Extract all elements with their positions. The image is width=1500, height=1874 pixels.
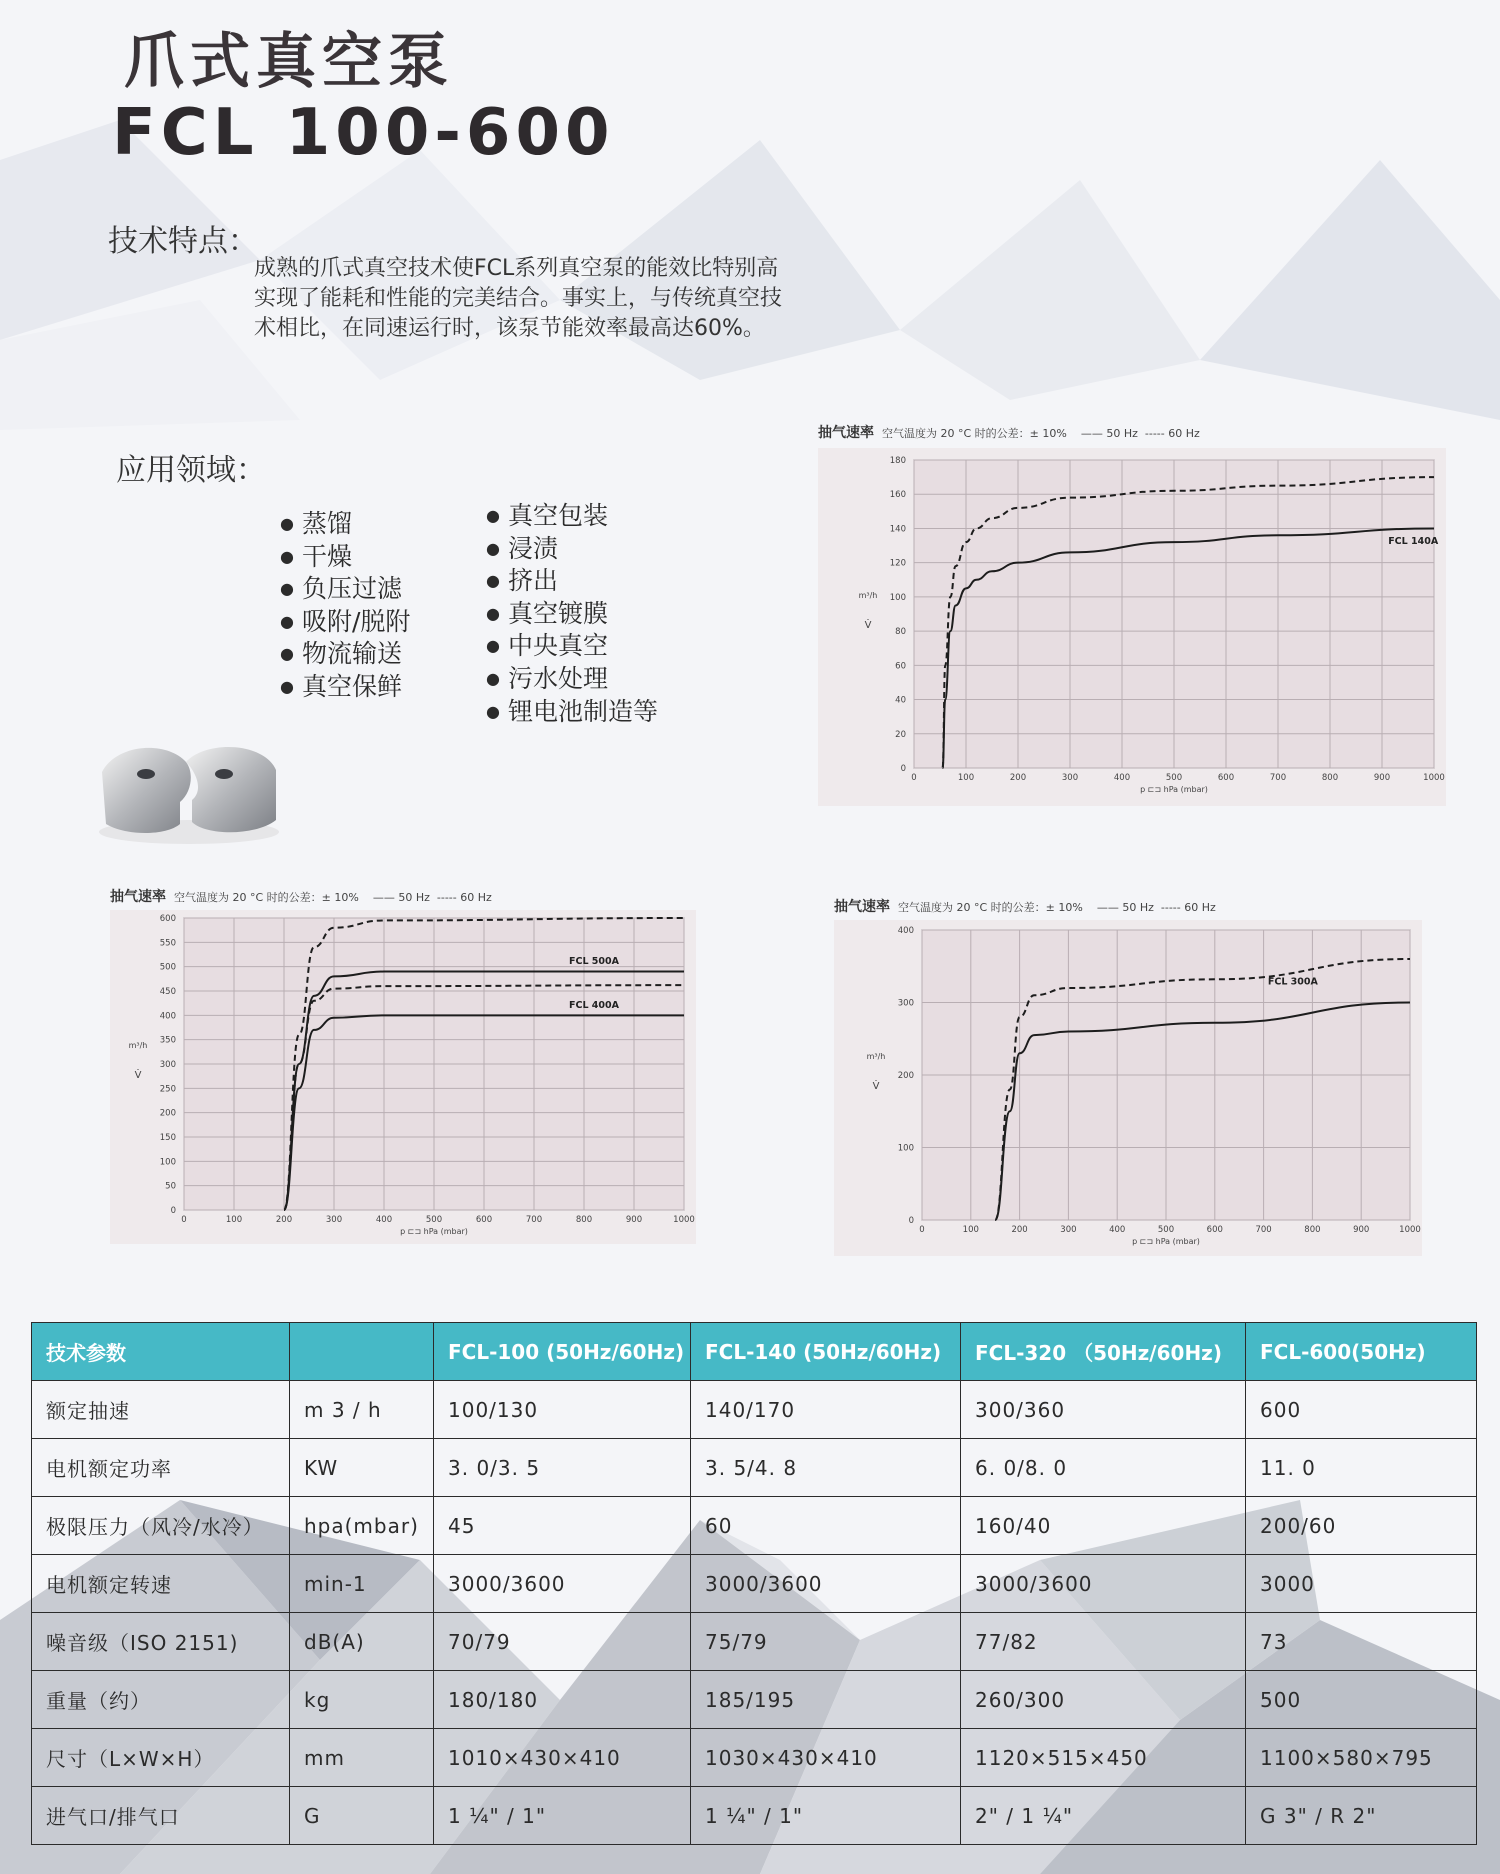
- table-header-cell: FCL-600(50Hz): [1246, 1323, 1477, 1381]
- chart-fcl300: [834, 894, 1422, 1256]
- x-tick-label: 500: [1157, 1225, 1175, 1235]
- features-heading: 技术特点：: [108, 224, 258, 259]
- table-cell: 160/40: [961, 1497, 1246, 1555]
- features-line: 实现了能耗和性能的完美结合。事实上，与传统真空技: [254, 286, 783, 311]
- chart-plot: [834, 920, 1422, 1256]
- table-row: [32, 1439, 1477, 1497]
- features-text: [254, 254, 854, 344]
- x-axis-label: p ⊏⊐ hPa (mbar): [1132, 1237, 1200, 1246]
- applications-list-a: [280, 508, 410, 704]
- table-cell: G 3" / R 2": [1246, 1787, 1477, 1845]
- table-cell: 75/79: [691, 1613, 961, 1671]
- table-row: [32, 1497, 1477, 1555]
- table-cell: dB(A): [290, 1613, 434, 1671]
- legend-50hz: —— 50 Hz: [1080, 427, 1138, 440]
- x-tick-label: 400: [1109, 1225, 1126, 1235]
- y-axis-symbol: V̇: [864, 620, 872, 631]
- series-label: FCL 300A: [1267, 976, 1318, 988]
- legend-60hz: ----- 60 Hz: [1144, 427, 1200, 440]
- table-cell: 进气口/排气口: [32, 1787, 290, 1845]
- y-tick-label: 450: [159, 987, 176, 997]
- y-tick-label: 40: [895, 695, 906, 706]
- table-cell: 1120×515×450: [961, 1729, 1246, 1787]
- table-cell: 2" / 1 ¼": [961, 1787, 1246, 1845]
- x-tick-label: 0: [181, 1215, 187, 1225]
- list-item: ● 负压过滤: [280, 573, 410, 606]
- series-label: FCL 140A: [1388, 535, 1439, 547]
- x-tick-label: 1000: [1423, 773, 1445, 783]
- chart-plot: [110, 910, 696, 1244]
- list-item: ● 污水处理: [486, 663, 658, 696]
- y-tick-label: 150: [159, 1133, 176, 1143]
- table-cell: 200/60: [1246, 1497, 1477, 1555]
- x-tick-label: 400: [375, 1215, 393, 1225]
- x-tick-label: 100: [962, 1225, 979, 1235]
- x-tick-label: 100: [225, 1215, 243, 1225]
- y-tick-label: 300: [159, 1060, 176, 1070]
- table-cell: 70/79: [434, 1613, 691, 1671]
- y-tick-label: 180: [889, 456, 906, 466]
- table-cell: 电机额定转速: [32, 1555, 290, 1613]
- table-header-cell: FCL-140 (50Hz/60Hz): [691, 1323, 961, 1381]
- table-cell: 3. 5/4. 8: [691, 1439, 961, 1497]
- table-cell: kg: [290, 1671, 434, 1729]
- list-item: ● 挤出: [486, 565, 658, 598]
- table-cell: G: [290, 1787, 434, 1845]
- legend-50hz: —— 50 Hz: [372, 891, 430, 904]
- y-tick-label: 50: [165, 1181, 176, 1192]
- page-title: 爪式真空泵: [124, 27, 454, 97]
- table-cell: 73: [1246, 1613, 1477, 1671]
- list-item: ● 锂电池制造等: [486, 696, 658, 729]
- table-cell: 3. 0/3. 5: [434, 1439, 691, 1497]
- list-item: ● 中央真空: [486, 630, 658, 663]
- x-tick-label: 1000: [1399, 1225, 1421, 1235]
- table-cell: 1100×580×795: [1246, 1729, 1477, 1787]
- y-tick-label: 550: [159, 938, 176, 949]
- chart-title: 抽气速率: [834, 899, 890, 915]
- table-cell: 300/360: [961, 1381, 1246, 1439]
- y-tick-label: 600: [159, 914, 176, 924]
- chart-header: [834, 896, 1216, 916]
- table-row: [32, 1613, 1477, 1671]
- table-cell: 噪音级（ISO 2151): [32, 1613, 290, 1671]
- table-cell: 600: [1246, 1381, 1477, 1439]
- table-header-cell: FCL-320 （50Hz/60Hz): [961, 1323, 1246, 1381]
- spec-table: [31, 1322, 1477, 1845]
- x-tick-label: 800: [575, 1215, 593, 1225]
- list-item: ● 物流输送: [280, 638, 410, 671]
- y-tick-label: 200: [897, 1071, 914, 1081]
- table-row: [32, 1729, 1477, 1787]
- x-tick-label: 600: [475, 1215, 493, 1225]
- x-tick-label: 200: [1011, 1225, 1028, 1235]
- table-cell: 额定抽速: [32, 1381, 290, 1439]
- list-item: ● 浸渍: [486, 533, 658, 566]
- list-item: ● 真空镀膜: [486, 598, 658, 631]
- x-tick-label: 100: [957, 773, 975, 783]
- table-cell: 3000/3600: [691, 1555, 961, 1613]
- chart-title: 抽气速率: [110, 889, 166, 905]
- y-axis-label: m³/h: [128, 1041, 148, 1050]
- series-label: FCL 400A: [568, 1000, 620, 1012]
- table-cell: 1 ¼" / 1": [691, 1787, 961, 1845]
- x-tick-label: 200: [1009, 773, 1027, 783]
- chart-fcl140: [818, 418, 1446, 808]
- chart-tolerance: 空气温度为 20 °C 时的公差：± 10%: [898, 901, 1083, 914]
- list-item: ● 吸附/脱附: [280, 606, 410, 639]
- table-cell: 60: [691, 1497, 961, 1555]
- table-header-cell: 技术参数: [32, 1323, 290, 1381]
- x-tick-label: 700: [1269, 773, 1287, 783]
- y-tick-label: 250: [159, 1084, 176, 1095]
- table-row: [32, 1555, 1477, 1613]
- spec-table-body: [32, 1381, 1477, 1845]
- table-cell: 260/300: [961, 1671, 1246, 1729]
- table-row: [32, 1671, 1477, 1729]
- x-tick-label: 300: [1060, 1225, 1077, 1235]
- list-item: ● 干燥: [280, 541, 410, 574]
- features-line: 术相比，在同速运行时，该泵节能效率最高达60%。: [254, 316, 765, 341]
- list-item: ● 真空保鲜: [280, 671, 410, 704]
- y-tick-label: 400: [159, 1011, 176, 1022]
- y-tick-label: 350: [159, 1035, 176, 1046]
- table-cell: m 3 / h: [290, 1381, 434, 1439]
- table-header-row: [32, 1323, 1477, 1381]
- y-tick-label: 300: [897, 998, 914, 1009]
- x-tick-label: 700: [525, 1215, 543, 1225]
- x-tick-label: 800: [1321, 773, 1339, 783]
- table-header-cell: FCL-100 (50Hz/60Hz): [434, 1323, 691, 1381]
- table-cell: 电机额定功率: [32, 1439, 290, 1497]
- x-tick-label: 600: [1206, 1225, 1223, 1235]
- features-line: 成熟的爪式真空技术使FCL系列真空泵的能效比特别高: [254, 256, 779, 281]
- table-cell: 180/180: [434, 1671, 691, 1729]
- x-tick-label: 900: [625, 1215, 643, 1225]
- x-tick-label: 900: [1353, 1225, 1370, 1235]
- table-cell: 1030×430×410: [691, 1729, 961, 1787]
- legend-60hz: ----- 60 Hz: [1160, 901, 1216, 914]
- claw-rotor-image: [96, 732, 282, 846]
- table-cell: 45: [434, 1497, 691, 1555]
- table-cell: min-1: [290, 1555, 434, 1613]
- y-tick-label: 100: [897, 1143, 914, 1154]
- y-tick-label: 140: [889, 524, 906, 535]
- table-cell: 重量（约）: [32, 1671, 290, 1729]
- table-cell: hpa(mbar): [290, 1497, 434, 1555]
- chart-tolerance: 空气温度为 20 °C 时的公差：± 10%: [174, 891, 359, 904]
- table-cell: 1010×430×410: [434, 1729, 691, 1787]
- y-tick-label: 0: [170, 1206, 176, 1216]
- chart-title: 抽气速率: [818, 425, 874, 441]
- y-axis-symbol: V̇: [134, 1070, 142, 1081]
- x-tick-label: 300: [325, 1215, 343, 1225]
- table-cell: 500: [1246, 1671, 1477, 1729]
- x-tick-label: 700: [1255, 1225, 1272, 1235]
- table-row: [32, 1381, 1477, 1439]
- y-axis-symbol: V̇: [872, 1081, 880, 1092]
- y-axis-label: m³/h: [866, 1052, 886, 1061]
- y-tick-label: 120: [889, 558, 906, 569]
- y-axis-label: m³/h: [858, 591, 878, 600]
- y-tick-label: 0: [900, 764, 906, 774]
- chart-header: [110, 886, 492, 906]
- table-header-cell: [290, 1323, 434, 1381]
- x-axis-label: p ⊏⊐ hPa (mbar): [1140, 785, 1208, 794]
- y-tick-label: 100: [889, 592, 906, 603]
- table-cell: 3000/3600: [961, 1555, 1246, 1613]
- y-tick-label: 500: [159, 962, 176, 973]
- y-tick-label: 200: [159, 1108, 176, 1119]
- chart-fcl400-500: [110, 884, 696, 1244]
- x-tick-label: 300: [1061, 773, 1079, 783]
- x-tick-label: 900: [1373, 773, 1391, 783]
- chart-header: [818, 422, 1200, 442]
- table-cell: 185/195: [691, 1671, 961, 1729]
- x-tick-label: 800: [1304, 1225, 1321, 1235]
- x-tick-label: 500: [1165, 773, 1183, 783]
- chart-tolerance: 空气温度为 20 °C 时的公差：± 10%: [882, 427, 1067, 440]
- y-tick-label: 20: [895, 729, 906, 740]
- table-cell: 尺寸（L×W×H）: [32, 1729, 290, 1787]
- table-row: [32, 1787, 1477, 1845]
- x-tick-label: 0: [911, 773, 917, 783]
- x-tick-label: 0: [919, 1225, 925, 1235]
- table-cell: 1 ¼" / 1": [434, 1787, 691, 1845]
- table-cell: mm: [290, 1729, 434, 1787]
- table-cell: KW: [290, 1439, 434, 1497]
- x-tick-label: 400: [1113, 773, 1131, 783]
- x-tick-label: 200: [275, 1215, 293, 1225]
- model-range-title: FCL 100-600: [112, 96, 615, 170]
- table-cell: 极限压力（风冷/水冷）: [32, 1497, 290, 1555]
- chart-plot: [818, 448, 1446, 806]
- legend-60hz: ----- 60 Hz: [436, 891, 492, 904]
- y-tick-label: 60: [895, 661, 906, 672]
- y-tick-label: 160: [889, 490, 906, 501]
- table-cell: 6. 0/8. 0: [961, 1439, 1246, 1497]
- list-item: ● 蒸馏: [280, 508, 410, 541]
- applications-list-b: [486, 500, 658, 728]
- series-label: FCL 500A: [568, 956, 620, 968]
- y-tick-label: 80: [895, 627, 906, 638]
- x-tick-label: 500: [425, 1215, 443, 1225]
- table-cell: 140/170: [691, 1381, 961, 1439]
- table-cell: 3000/3600: [434, 1555, 691, 1613]
- table-cell: 100/130: [434, 1381, 691, 1439]
- table-cell: 77/82: [961, 1613, 1246, 1671]
- list-item: ● 真空包装: [486, 500, 658, 533]
- y-tick-label: 0: [908, 1216, 914, 1226]
- y-tick-label: 400: [897, 926, 914, 936]
- table-cell: 3000: [1246, 1555, 1477, 1613]
- table-cell: 11. 0: [1246, 1439, 1477, 1497]
- applications-heading: 应用领域：: [116, 453, 266, 488]
- legend-50hz: —— 50 Hz: [1096, 901, 1154, 914]
- x-tick-label: 1000: [673, 1215, 695, 1225]
- y-tick-label: 100: [159, 1157, 176, 1168]
- x-tick-label: 600: [1217, 773, 1235, 783]
- x-axis-label: p ⊏⊐ hPa (mbar): [400, 1227, 468, 1236]
